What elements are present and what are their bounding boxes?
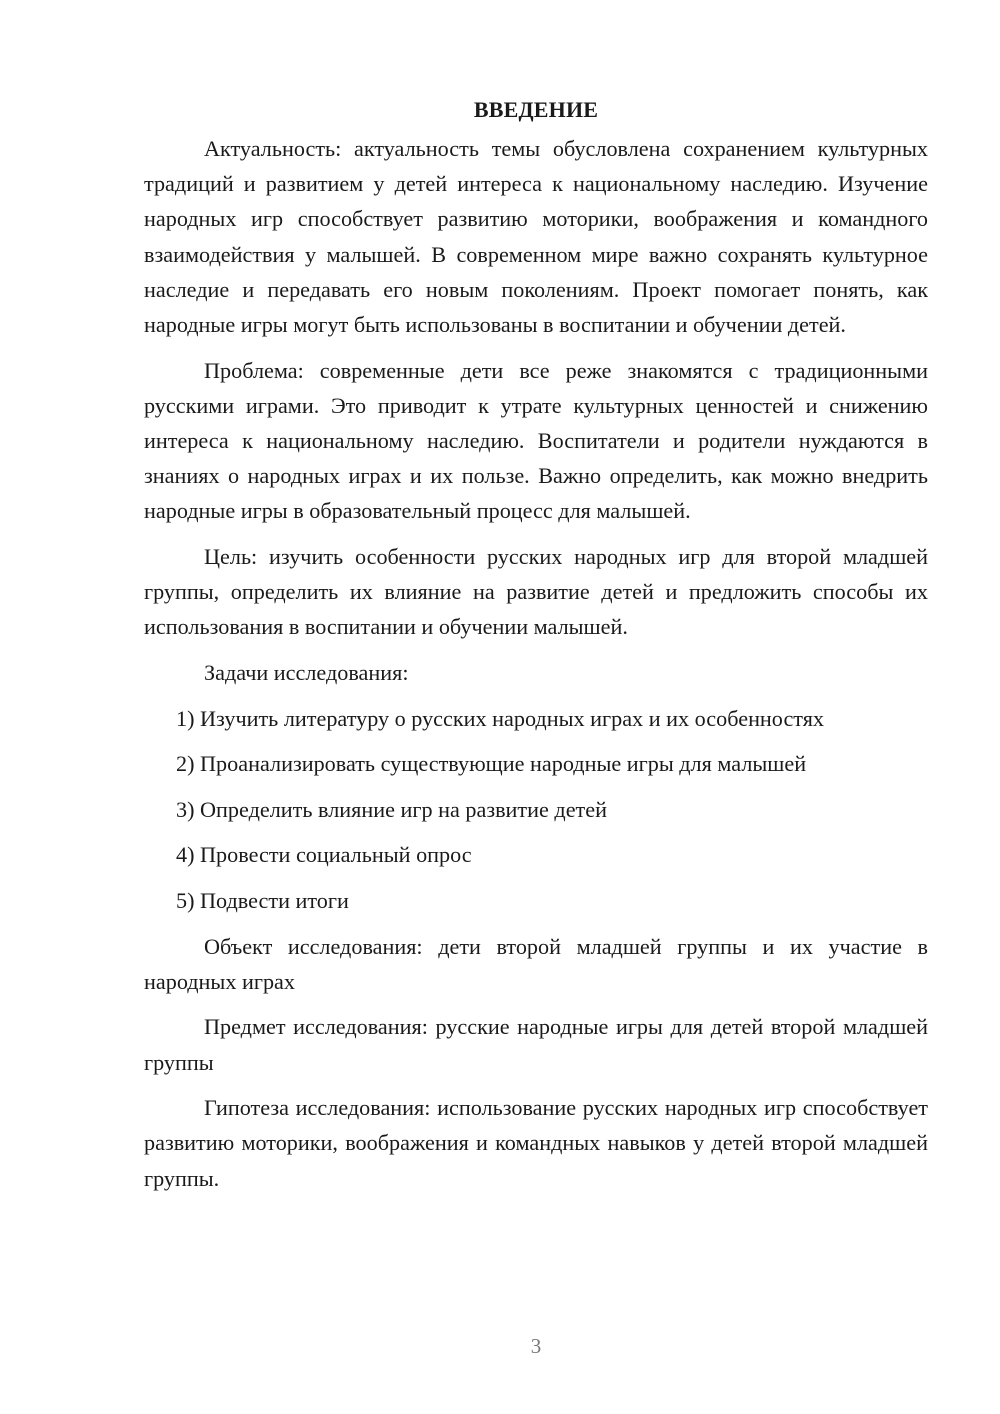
spacer (144, 342, 928, 352)
relevance-paragraph: Актуальность: актуальность темы обусловлена сохранением культурных традиций и развитием у детей интереса к национальному наследию. Изучение народных игр способствует развитию моторики, воображения и командного взаимодействия у малышей. В современном мире важно сохранять культурное наследие и передавать его новым поколениям. Проект помогает понять, как народные игры могут быть использованы в воспитании и обучении детей. (144, 136, 928, 338)
document-page (144, 92, 928, 1196)
task-item: 1) Изучить литературу о русских народных играх и их особенностях (176, 705, 825, 731)
problem-paragraph: Проблема: современные дети все реже знакомятся с традиционными русскими играми. Это приводит к утрате культурных ценностей и снижению интереса к национальному наследию. Воспитатели и родители нуждаются в знаниях о народных играх и их пользе. Важно определить, как можно внедрить народные игры в образовательный процесс для малышей. (144, 357, 928, 524)
spacer (144, 1080, 928, 1090)
task-item: 5) Подвести итоги (176, 887, 349, 913)
spacer (144, 645, 928, 655)
spacer (144, 999, 928, 1009)
task-item: 2) Проанализировать существующие народные игры для малышей (176, 751, 807, 777)
goal-paragraph: Цель: изучить особенности русских народных игр для второй младшей группы, определить их влияние на развитие детей и предложить способы их использования в воспитании и обучении малышей. (144, 544, 928, 640)
page-number: 3 (530, 1334, 542, 1358)
section-title: ВВЕДЕНИЕ (473, 97, 599, 122)
task-item: 3) Определить влияние игр на развитие детей (176, 796, 607, 822)
spacer (144, 529, 928, 539)
spacer (144, 690, 928, 700)
object-paragraph: Объект исследования: дети второй младшей группы и их участие в народных играх (144, 933, 928, 994)
hypothesis-paragraph: Гипотеза исследования: использование русских народных игр способствует развитию моторики, воображения и командных навыков у детей второй младшей группы. (144, 1095, 928, 1191)
subject-paragraph: Предмет исследования: русские народные игры для детей второй младшей группы (144, 1014, 928, 1075)
tasks-list (144, 701, 928, 919)
spacer (144, 918, 928, 928)
tasks-heading: Задачи исследования: (204, 660, 409, 686)
task-item: 4) Провести социальный опрос (176, 842, 472, 868)
